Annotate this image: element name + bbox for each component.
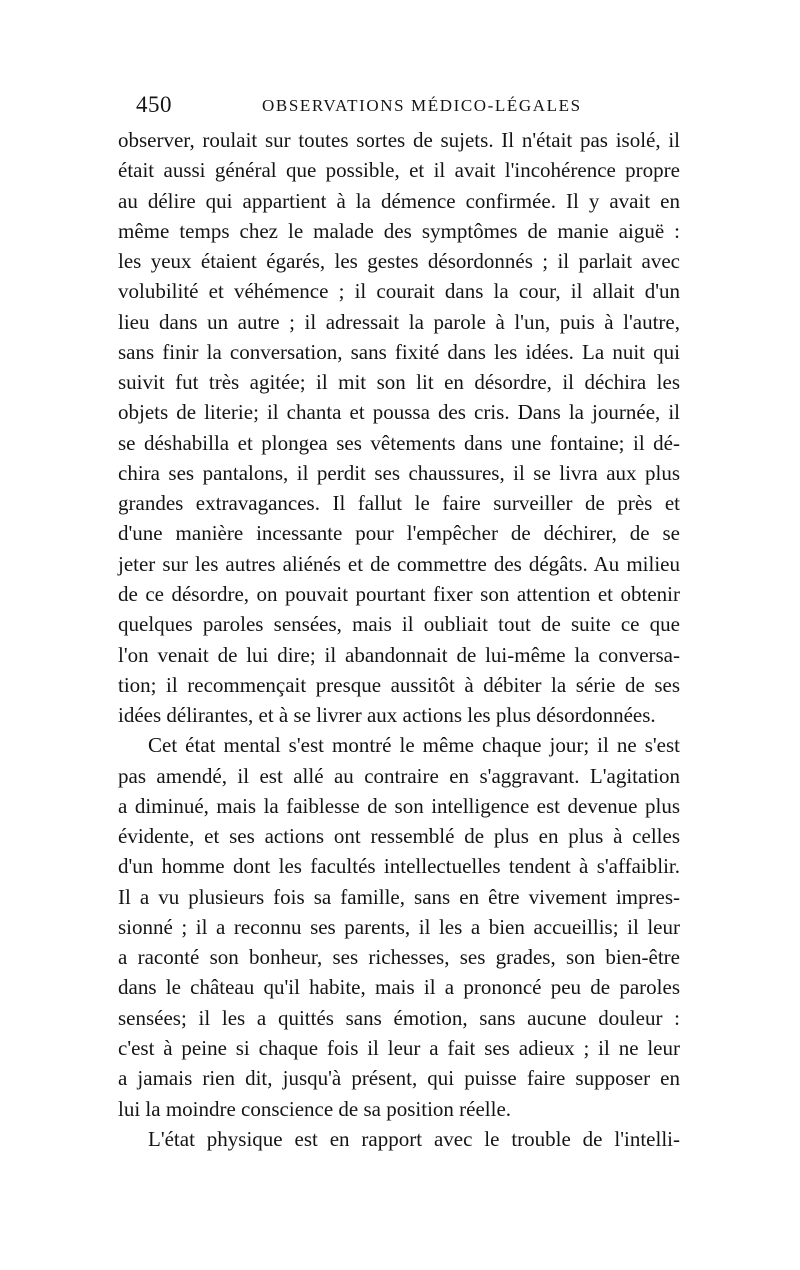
running-head bbox=[136, 92, 676, 120]
text-line: pas amendé, il est allé au contraire en s'aggravant. L'agitation bbox=[118, 763, 680, 788]
text-line: chira ses pantalons, il perdit ses chaussures, il se livra aux plus bbox=[118, 460, 680, 485]
text-line: sans finir la conversation, sans fixité dans les idées. La nuit qui bbox=[118, 339, 680, 364]
text-line: objets de literie; il chanta et poussa des cris. Dans la journée, il bbox=[118, 400, 680, 425]
text-line: jeter sur les autres aliénés et de commettre des dégâts. Au milieu bbox=[118, 551, 680, 576]
body-text bbox=[118, 125, 680, 1154]
text-line: au délire qui appartient à la démence confirmée. Il y avait en bbox=[118, 188, 680, 213]
text-line: quelques paroles sensées, mais il oubliait tout de suite ce que bbox=[118, 612, 680, 637]
text-line: les yeux étaient égarés, les gestes désordonnés ; il parlait avec bbox=[118, 249, 680, 274]
paragraph-start-line: Cet état mental s'est montré le même chaque jour; il ne s'est bbox=[148, 733, 680, 758]
text-line: c'est à peine si chaque fois il leur a fait ses adieux ; il ne leur bbox=[118, 1035, 680, 1060]
text-line: a raconté son bonheur, ses richesses, ses grades, son bien-être bbox=[118, 945, 680, 970]
page-number: 450 bbox=[136, 92, 172, 117]
text-line: grandes extravagances. Il fallut le faire surveiller de près et bbox=[118, 491, 680, 516]
text-line: de ce désordre, on pouvait pourtant fixer son attention et obtenir bbox=[118, 581, 680, 606]
text-line: volubilité et véhémence ; il courait dans la cour, il allait d'un bbox=[118, 279, 680, 304]
paragraph-end-line: idées délirantes, et à se livrer aux actions les plus désordonnées. bbox=[118, 703, 656, 728]
paragraph-start-line: L'état physique est en rapport avec le trouble de l'intelli- bbox=[148, 1126, 680, 1151]
paragraph-end-line: lui la moindre conscience de sa position réelle. bbox=[118, 1096, 512, 1121]
text-line: observer, roulait sur toutes sortes de sujets. Il n'était pas isolé, il bbox=[118, 128, 680, 152]
text-line: a jamais rien dit, jusqu'à présent, qui puisse faire supposer en bbox=[118, 1066, 680, 1091]
text-line: lieu dans un autre ; il adressait la parole à l'un, puis à l'autre, bbox=[118, 309, 680, 334]
text-line: même temps chez le malade des symptômes de manie aiguë : bbox=[118, 218, 680, 243]
text-line: dans le château qu'il habite, mais il a prononcé peu de paroles bbox=[118, 975, 680, 1000]
text-line: tion; il recommençait presque aussitôt à débiter la série de ses bbox=[118, 672, 680, 697]
text-line: se déshabilla et plongea ses vêtements dans une fontaine; il dé- bbox=[118, 430, 680, 455]
text-line: était aussi général que possible, et il avait l'incohérence propre bbox=[118, 158, 680, 183]
text-line: évidente, et ses actions ont ressemblé de plus en plus à celles bbox=[118, 824, 680, 849]
running-title: OBSERVATIONS MÉDICO-LÉGALES bbox=[262, 96, 582, 115]
text-line: sensées; il les a quittés sans émotion, sans aucune douleur : bbox=[118, 1005, 680, 1030]
text-line: Il a vu plusieurs fois sa famille, sans en être vivement impres- bbox=[118, 884, 680, 909]
text-line: a diminué, mais la faiblesse de son intelligence est devenue plus bbox=[118, 793, 680, 818]
text-line: d'un homme dont les facultés intellectuelles tendent à s'affaiblir. bbox=[118, 854, 680, 879]
text-line: suivit fut très agitée; il mit son lit en désordre, il déchira les bbox=[118, 370, 680, 395]
text-line: l'on venait de lui dire; il abandonnait de lui-même la conversa- bbox=[118, 642, 680, 667]
text-line: sionné ; il a reconnu ses parents, il les a bien accueillis; il leur bbox=[118, 914, 680, 939]
text-line: d'une manière incessante pour l'empêcher de déchirer, de se bbox=[118, 521, 680, 546]
